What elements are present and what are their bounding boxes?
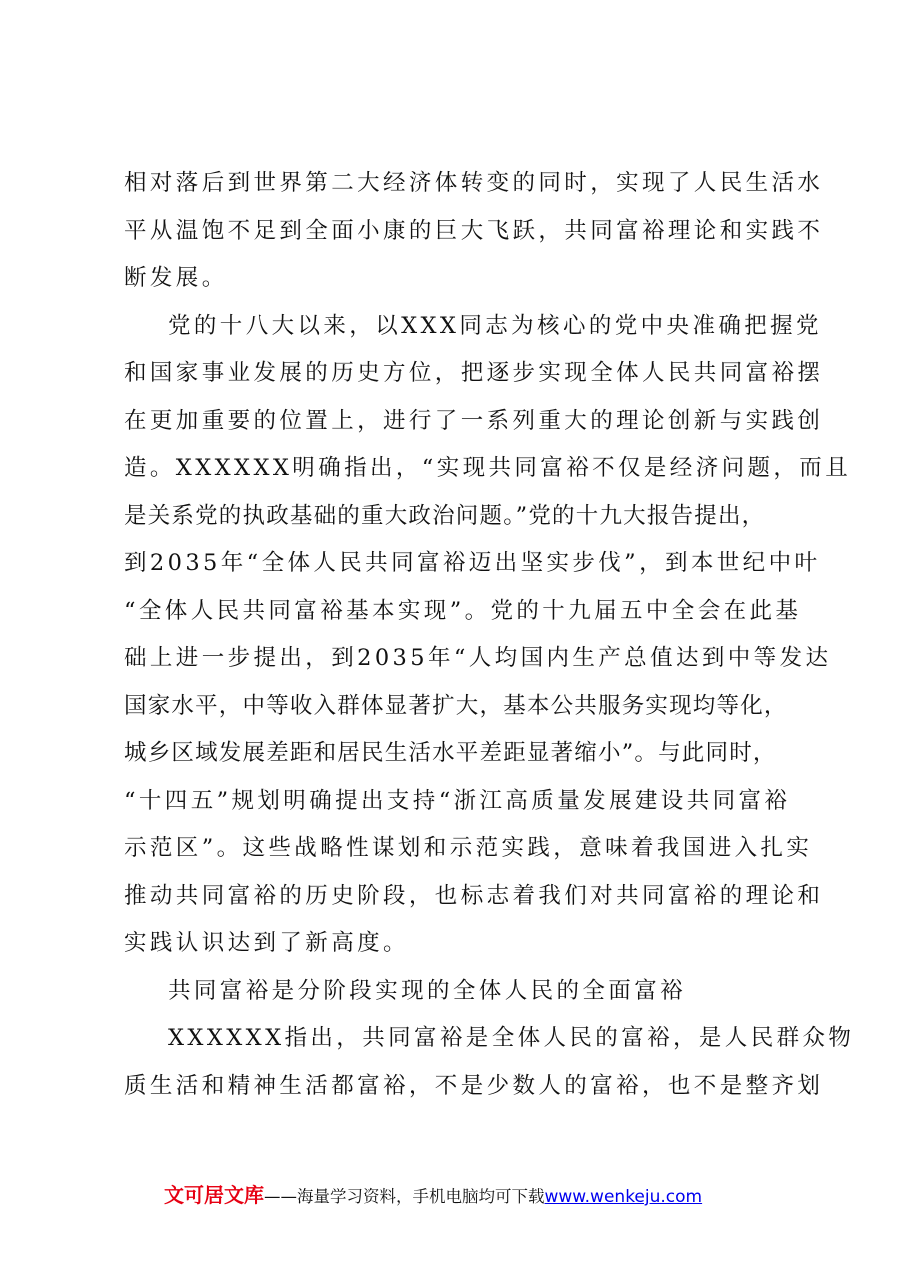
paragraph-start-line: XXXXXX指出，共同富裕是全体人民的富裕，是人民群众物 bbox=[168, 1025, 855, 1051]
text-line: 和国家事业发展的历史方位，把逐步实现全体人民共同富裕摆 bbox=[124, 360, 824, 386]
footer-slogan: ——海量学习资料，手机电脑均可下载 bbox=[264, 1187, 545, 1206]
text-line: 质生活和精神生活都富裕，不是少数人的富裕，也不是整齐划 bbox=[124, 1072, 824, 1099]
document-body bbox=[124, 160, 855, 1110]
text-line: 推动共同富裕的历史阶段，也标志着我们对共同富裕的理论和 bbox=[124, 882, 824, 909]
section-heading: 共同富裕是分阶段实现的全体人民的全面富裕 bbox=[168, 977, 687, 1004]
text-line: 断发展。 bbox=[124, 265, 228, 291]
footer-brand-name: 文可居文库 bbox=[164, 1183, 264, 1207]
text-line: 到2035年“全体人民共同富裕迈出坚实步伐”，到本世纪中叶 bbox=[124, 550, 821, 576]
text-line: 造。XXXXXX明确指出，“实现共同富裕不仅是经济问题，而且 bbox=[124, 455, 852, 481]
footer-website-link[interactable]: www.wenkeju.com bbox=[544, 1187, 703, 1207]
footer-banner bbox=[164, 1180, 702, 1210]
text-line: “全体人民共同富裕基本实现”。党的十九届五中全会在此基 bbox=[124, 597, 802, 624]
text-line: 实践认识达到了新高度。 bbox=[124, 930, 409, 956]
text-line: 国家水平，中等收入群体显著扩大，基本公共服务实现均等化， bbox=[124, 692, 788, 719]
text-line: 城乡区域发展差距和居民生活水平差距显著缩小”。与此同时， bbox=[124, 740, 777, 766]
text-line: 在更加重要的位置上，进行了一系列重大的理论创新与实践创 bbox=[124, 407, 824, 434]
text-line: “十四五”规划明确提出支持“浙江高质量发展建设共同富裕 bbox=[124, 787, 791, 814]
text-line: 平从温饱不足到全面小康的巨大飞跃，共同富裕理论和实践不 bbox=[124, 217, 824, 244]
text-line: 是关系党的执政基础的重大政治问题。”党的十九大报告提出， bbox=[124, 502, 766, 529]
text-line: 相对落后到世界第二大经济体转变的同时，实现了人民生活水 bbox=[124, 170, 824, 196]
text-line: 础上进一步提出，到2035年“人均国内生产总值达到中等发达 bbox=[124, 645, 832, 671]
text-line: 示范区”。这些战略性谋划和示范实践，意味着我国进入扎实 bbox=[124, 835, 813, 861]
paragraph-start-line: 党的十八大以来，以XXX同志为核心的党中央准确把握党 bbox=[168, 312, 822, 339]
